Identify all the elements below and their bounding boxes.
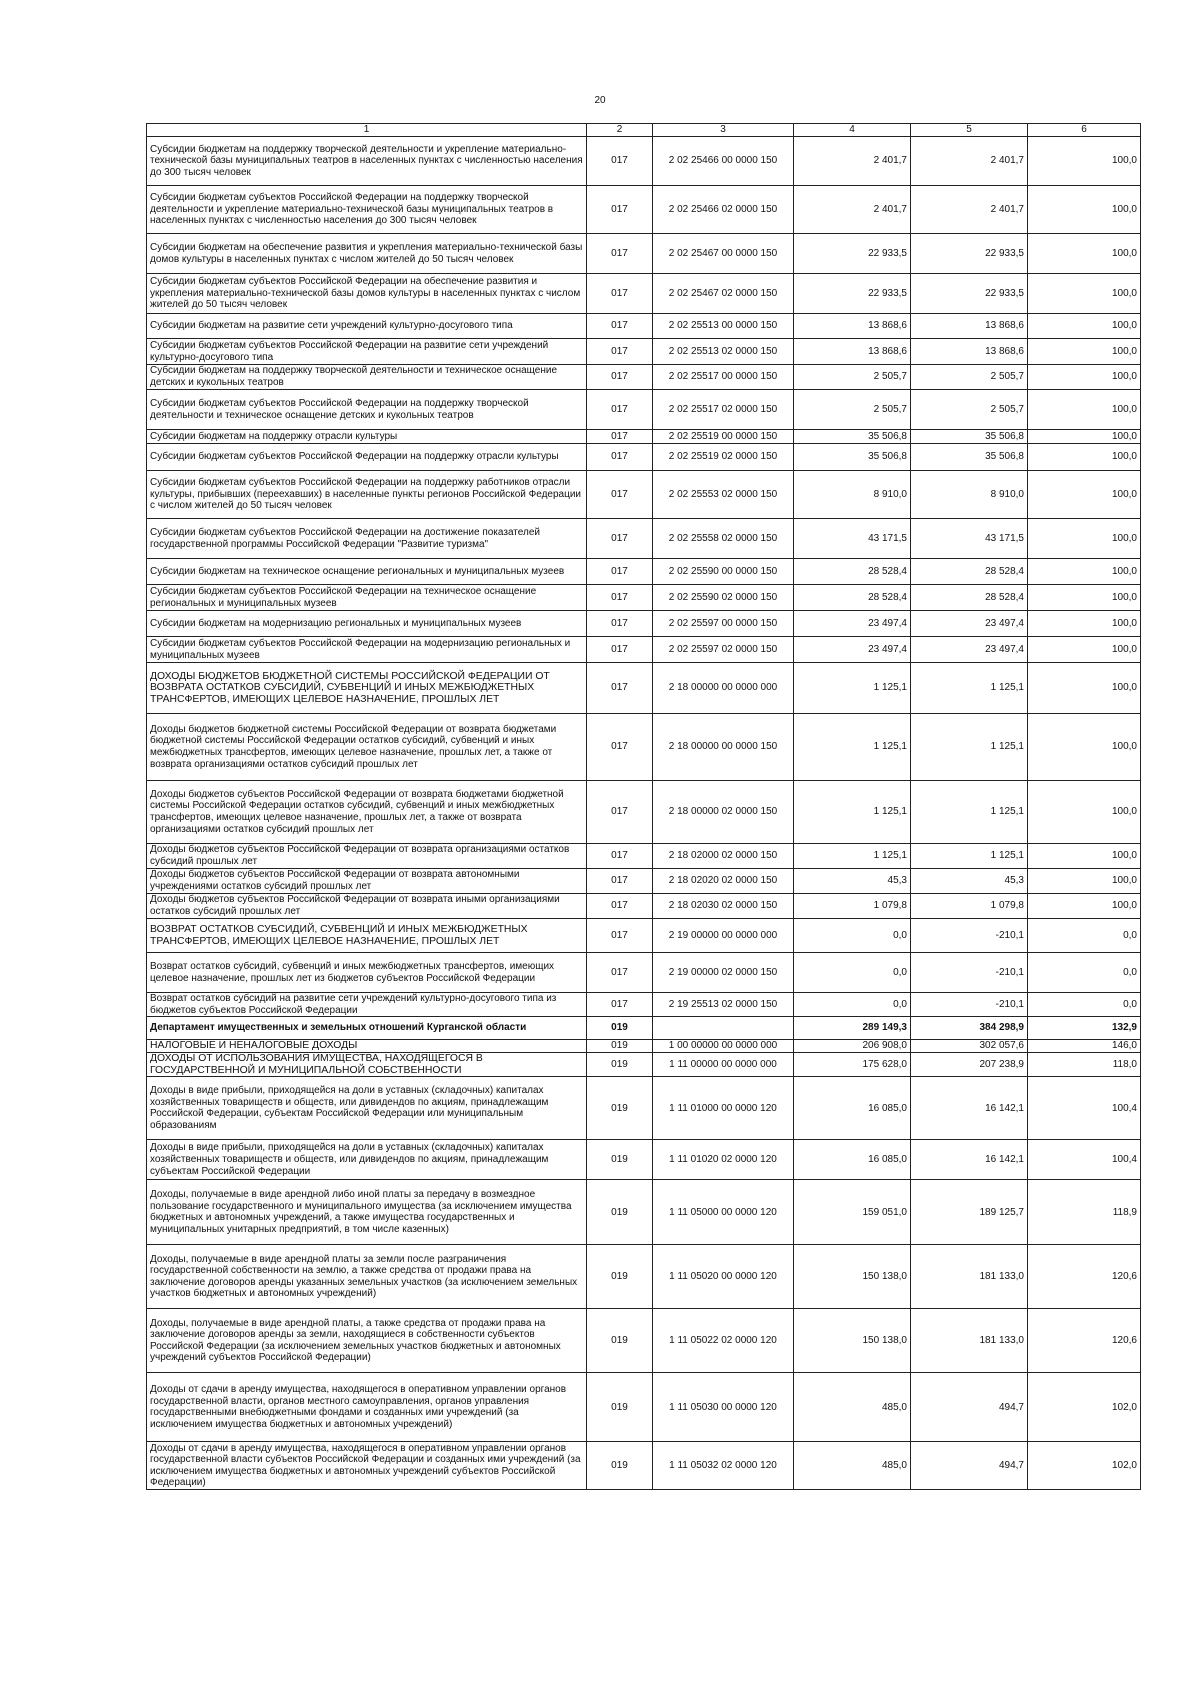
budget-classification-code: 2 02 25513 02 0000 150 bbox=[653, 339, 794, 365]
row-name: ДОХОДЫ ОТ ИСПОЛЬЗОВАНИЯ ИМУЩЕСТВА, НАХОДЯЩЕГОСЯ В ГОСУДАРСТВЕННОЙ И МУНИЦИПАЛЬНОЙ СОБСТВЕННОСТИ bbox=[147, 1053, 587, 1077]
actual-amount: 8 910,0 bbox=[911, 471, 1028, 519]
row-name: Субсидии бюджетам субъектов Российской Федерации на обеспечение развития и укрепления материально-технической базы домов культуры в населенных пунктах с числом жителей до 50 тысяч человек bbox=[147, 274, 587, 314]
actual-amount: 1 125,1 bbox=[911, 714, 1028, 781]
execution-percent: 100,0 bbox=[1028, 611, 1141, 637]
actual-amount: -210,1 bbox=[911, 919, 1028, 953]
execution-percent: 120,6 bbox=[1028, 1245, 1141, 1309]
budget-classification-code: 1 11 05000 00 0000 120 bbox=[653, 1180, 794, 1245]
planned-amount: 2 401,7 bbox=[794, 137, 911, 186]
admin-code: 017 bbox=[587, 390, 653, 430]
execution-percent: 132,9 bbox=[1028, 1017, 1141, 1040]
actual-amount: 1 125,1 bbox=[911, 663, 1028, 714]
actual-amount: 43 171,5 bbox=[911, 519, 1028, 559]
admin-code: 017 bbox=[587, 637, 653, 663]
actual-amount: 23 497,4 bbox=[911, 637, 1028, 663]
row-name: Субсидии бюджетам на поддержку творческой деятельности и укрепление материально-технической базы муниципальных театров в населенных пунктах с численностью населения до 300 тысяч человек bbox=[147, 137, 587, 186]
table-row bbox=[147, 234, 1141, 274]
planned-amount: 23 497,4 bbox=[794, 611, 911, 637]
budget-classification-code: 2 02 25467 02 0000 150 bbox=[653, 274, 794, 314]
planned-amount: 45,3 bbox=[794, 869, 911, 894]
planned-amount: 28 528,4 bbox=[794, 559, 911, 585]
budget-classification-code: 1 00 00000 00 0000 000 bbox=[653, 1040, 794, 1053]
admin-code: 017 bbox=[587, 137, 653, 186]
budget-classification-code: 1 11 00000 00 0000 000 bbox=[653, 1053, 794, 1077]
execution-percent: 100,0 bbox=[1028, 471, 1141, 519]
column-header: 6 bbox=[1028, 124, 1141, 137]
planned-amount: 150 138,0 bbox=[794, 1245, 911, 1309]
execution-percent: 100,0 bbox=[1028, 234, 1141, 274]
budget-classification-code: 2 18 02000 02 0000 150 bbox=[653, 844, 794, 869]
budget-classification-code: 1 11 01020 02 0000 120 bbox=[653, 1140, 794, 1180]
admin-code: 019 bbox=[587, 1040, 653, 1053]
actual-amount: 2 505,7 bbox=[911, 390, 1028, 430]
admin-code: 017 bbox=[587, 611, 653, 637]
planned-amount: 35 506,8 bbox=[794, 430, 911, 444]
execution-percent: 100,0 bbox=[1028, 444, 1141, 471]
planned-amount: 35 506,8 bbox=[794, 444, 911, 471]
row-name: Субсидии бюджетам субъектов Российской Федерации на поддержку работников отрасли культуры, прибывших (переехавших) в населенные пункты регионов Российской Федерации с числом жителей до 50 тысяч человек bbox=[147, 471, 587, 519]
column-header: 1 bbox=[147, 124, 587, 137]
row-name: Субсидии бюджетам субъектов Российской Федерации на поддержку творческой деятельности и укрепление материально-технической базы муниципальных театров в населенных пунктах с численностью населения до 300 тысяч человек bbox=[147, 186, 587, 234]
budget-classification-code: 2 18 00000 02 0000 150 bbox=[653, 781, 794, 844]
execution-percent: 100,0 bbox=[1028, 390, 1141, 430]
row-name: Субсидии бюджетам на техническое оснащение региональных и муниципальных музеев bbox=[147, 559, 587, 585]
actual-amount: 384 298,9 bbox=[911, 1017, 1028, 1040]
planned-amount: 16 085,0 bbox=[794, 1077, 911, 1140]
planned-amount: 0,0 bbox=[794, 953, 911, 993]
table-row bbox=[147, 1245, 1141, 1309]
budget-classification-code: 2 19 00000 02 0000 150 bbox=[653, 953, 794, 993]
admin-code: 017 bbox=[587, 234, 653, 274]
row-name: Возврат остатков субсидий, субвенций и иных межбюджетных трансфертов, имеющих целевое назначение, прошлых лет из бюджетов субъектов Российской Федерации bbox=[147, 953, 587, 993]
admin-code: 019 bbox=[587, 1077, 653, 1140]
budget-classification-code: 2 18 00000 00 0000 000 bbox=[653, 663, 794, 714]
actual-amount: 22 933,5 bbox=[911, 274, 1028, 314]
column-header: 4 bbox=[794, 124, 911, 137]
actual-amount: 302 057,6 bbox=[911, 1040, 1028, 1053]
column-header: 2 bbox=[587, 124, 653, 137]
budget-classification-code: 2 18 02030 02 0000 150 bbox=[653, 894, 794, 919]
row-name: Доходы бюджетов субъектов Российской Федерации от возврата бюджетами бюджетной системы Российской Федерации остатков субсидий, субвенций и иных межбюджетных трансфертов, имеющих целевое назначение, прошлых лет, а также от возврата организациями остатков субсидий прошлых лет bbox=[147, 781, 587, 844]
execution-percent: 100,0 bbox=[1028, 714, 1141, 781]
actual-amount: 16 142,1 bbox=[911, 1077, 1028, 1140]
execution-percent: 100,0 bbox=[1028, 781, 1141, 844]
admin-code: 017 bbox=[587, 365, 653, 390]
planned-amount: 150 138,0 bbox=[794, 1309, 911, 1373]
actual-amount: 28 528,4 bbox=[911, 559, 1028, 585]
budget-classification-code: 2 02 25517 00 0000 150 bbox=[653, 365, 794, 390]
row-name: Субсидии бюджетам субъектов Российской Федерации на достижение показателей государственной программы Российской Федерации "Развитие туризма" bbox=[147, 519, 587, 559]
table-row bbox=[147, 1040, 1141, 1053]
row-name: Доходы, получаемые в виде арендной либо иной платы за передачу в возмездное пользование государственного и муниципального имущества (за исключением имущества бюджетных и автономных учреждений, а также имущества государственных и муниципальных унитарных предприятий, в том числе казенных) bbox=[147, 1180, 587, 1245]
execution-percent: 100,0 bbox=[1028, 663, 1141, 714]
execution-percent: 100,0 bbox=[1028, 869, 1141, 894]
table-row bbox=[147, 1017, 1141, 1040]
budget-classification-code: 2 02 25467 00 0000 150 bbox=[653, 234, 794, 274]
row-name: Доходы бюджетов субъектов Российской Федерации от возврата организациями остатков субсидий прошлых лет bbox=[147, 844, 587, 869]
planned-amount: 485,0 bbox=[794, 1442, 911, 1490]
planned-amount: 206 908,0 bbox=[794, 1040, 911, 1053]
actual-amount: 2 401,7 bbox=[911, 137, 1028, 186]
row-name: Субсидии бюджетам на развитие сети учреждений культурно-досугового типа bbox=[147, 314, 587, 339]
budget-table bbox=[146, 123, 1141, 1490]
planned-amount: 13 868,6 bbox=[794, 314, 911, 339]
planned-amount: 1 125,1 bbox=[794, 844, 911, 869]
planned-amount: 2 505,7 bbox=[794, 390, 911, 430]
planned-amount: 1 125,1 bbox=[794, 663, 911, 714]
admin-code: 017 bbox=[587, 663, 653, 714]
table-row bbox=[147, 1442, 1141, 1490]
row-name: Субсидии бюджетам субъектов Российской Федерации на техническое оснащение региональных и муниципальных музеев bbox=[147, 585, 587, 611]
actual-amount: 1 079,8 bbox=[911, 894, 1028, 919]
table-row bbox=[147, 274, 1141, 314]
actual-amount: 13 868,6 bbox=[911, 314, 1028, 339]
planned-amount: 175 628,0 bbox=[794, 1053, 911, 1077]
planned-amount: 13 868,6 bbox=[794, 339, 911, 365]
budget-classification-code: 2 02 25513 00 0000 150 bbox=[653, 314, 794, 339]
row-name: Доходы, получаемые в виде арендной платы за земли после разграничения государственной собственности на землю, а также средства от продажи права на заключение договоров аренды указанных земельных участков (за исключением земельных участков бюджетных и автономных учреждений) bbox=[147, 1245, 587, 1309]
planned-amount: 2 401,7 bbox=[794, 186, 911, 234]
admin-code: 017 bbox=[587, 339, 653, 365]
actual-amount: 28 528,4 bbox=[911, 585, 1028, 611]
actual-amount: 35 506,8 bbox=[911, 430, 1028, 444]
admin-code: 017 bbox=[587, 314, 653, 339]
actual-amount: 181 133,0 bbox=[911, 1309, 1028, 1373]
execution-percent: 100,4 bbox=[1028, 1077, 1141, 1140]
admin-code: 019 bbox=[587, 1180, 653, 1245]
budget-classification-code: 2 02 25553 02 0000 150 bbox=[653, 471, 794, 519]
row-name: Субсидии бюджетам субъектов Российской Федерации на поддержку отрасли культуры bbox=[147, 444, 587, 471]
execution-percent: 100,0 bbox=[1028, 559, 1141, 585]
execution-percent: 100,0 bbox=[1028, 314, 1141, 339]
actual-amount: 181 133,0 bbox=[911, 1245, 1028, 1309]
planned-amount: 0,0 bbox=[794, 919, 911, 953]
row-name: Департамент имущественных и земельных отношений Курганской области bbox=[147, 1017, 587, 1040]
planned-amount: 22 933,5 bbox=[794, 234, 911, 274]
budget-classification-code: 2 02 25517 02 0000 150 bbox=[653, 390, 794, 430]
table-row bbox=[147, 714, 1141, 781]
actual-amount: -210,1 bbox=[911, 953, 1028, 993]
actual-amount: 2 401,7 bbox=[911, 186, 1028, 234]
budget-classification-code: 1 11 05032 02 0000 120 bbox=[653, 1442, 794, 1490]
row-name: Субсидии бюджетам субъектов Российской Федерации на развитие сети учреждений культурно-досугового типа bbox=[147, 339, 587, 365]
budget-classification-code: 2 19 25513 02 0000 150 bbox=[653, 993, 794, 1017]
column-header: 5 bbox=[911, 124, 1028, 137]
column-number-row bbox=[147, 124, 1141, 137]
planned-amount: 28 528,4 bbox=[794, 585, 911, 611]
budget-classification-code: 1 11 05030 00 0000 120 bbox=[653, 1373, 794, 1442]
budget-classification-code: 2 19 00000 00 0000 000 bbox=[653, 919, 794, 953]
admin-code: 019 bbox=[587, 1053, 653, 1077]
row-name: Субсидии бюджетам на обеспечение развития и укрепления материально-технической базы домов культуры в населенных пунктах с числом жителей до 50 тысяч человек bbox=[147, 234, 587, 274]
planned-amount: 1 125,1 bbox=[794, 714, 911, 781]
admin-code: 017 bbox=[587, 186, 653, 234]
table-row bbox=[147, 663, 1141, 714]
row-name: Субсидии бюджетам на модернизацию региональных и муниципальных музеев bbox=[147, 611, 587, 637]
row-name: Доходы бюджетов субъектов Российской Федерации от возврата иными организациями остатков субсидий прошлых лет bbox=[147, 894, 587, 919]
admin-code: 019 bbox=[587, 1245, 653, 1309]
actual-amount: 22 933,5 bbox=[911, 234, 1028, 274]
row-name: Доходы, получаемые в виде арендной платы, а также средства от продажи права на заключение договоров аренды за земли, находящиеся в собственности субъектов Российской Федерации (за исключением земельных участков бюджетных и автономных учреждений субъектов Российской Федерации) bbox=[147, 1309, 587, 1373]
table-row bbox=[147, 1180, 1141, 1245]
row-name: Субсидии бюджетам субъектов Российской Федерации на поддержку творческой деятельности и техническое оснащение детских и кукольных театров bbox=[147, 390, 587, 430]
budget-classification-code: 2 02 25590 02 0000 150 bbox=[653, 585, 794, 611]
budget-classification-code bbox=[653, 1017, 794, 1040]
row-name: Доходы бюджетов бюджетной системы Российской Федерации от возврата бюджетами бюджетной системы Российской Федерации остатков субсидий, субвенций и иных межбюджетных трансфертов, имеющих целевое назначение, прошлых лет, а также от возврата организациями остатков субсидий прошлых лет bbox=[147, 714, 587, 781]
row-name: ДОХОДЫ БЮДЖЕТОВ БЮДЖЕТНОЙ СИСТЕМЫ РОССИЙСКОЙ ФЕДЕРАЦИИ ОТ ВОЗВРАТА ОСТАТКОВ СУБСИДИЙ, СУБВЕНЦИЙ И ИНЫХ МЕЖБЮДЖЕТНЫХ ТРАНСФЕРТОВ, ИМЕЮЩИХ ЦЕЛЕВОЕ НАЗНАЧЕНИЕ, ПРОШЛЫХ ЛЕТ bbox=[147, 663, 587, 714]
admin-code: 017 bbox=[587, 894, 653, 919]
table-row bbox=[147, 365, 1141, 390]
table-row bbox=[147, 444, 1141, 471]
table-row bbox=[147, 519, 1141, 559]
execution-percent: 100,0 bbox=[1028, 894, 1141, 919]
actual-amount: 2 505,7 bbox=[911, 365, 1028, 390]
table-row bbox=[147, 781, 1141, 844]
planned-amount: 23 497,4 bbox=[794, 637, 911, 663]
column-header: 3 bbox=[653, 124, 794, 137]
admin-code: 017 bbox=[587, 993, 653, 1017]
table-row bbox=[147, 637, 1141, 663]
row-name: Субсидии бюджетам на поддержку отрасли культуры bbox=[147, 430, 587, 444]
actual-amount: 189 125,7 bbox=[911, 1180, 1028, 1245]
actual-amount: 16 142,1 bbox=[911, 1140, 1028, 1180]
planned-amount: 43 171,5 bbox=[794, 519, 911, 559]
budget-classification-code: 1 11 01000 00 0000 120 bbox=[653, 1077, 794, 1140]
execution-percent: 102,0 bbox=[1028, 1442, 1141, 1490]
admin-code: 017 bbox=[587, 585, 653, 611]
admin-code: 017 bbox=[587, 953, 653, 993]
row-name: Субсидии бюджетам на поддержку творческой деятельности и техническое оснащение детских и кукольных театров bbox=[147, 365, 587, 390]
row-name: Доходы от сдачи в аренду имущества, находящегося в оперативном управлении органов государственной власти, органов местного самоуправления, органов управления государственными внебюджетными фондами и созданных ими учреждений (за исключением имущества бюджетных и автономных учреждений) bbox=[147, 1373, 587, 1442]
actual-amount: 35 506,8 bbox=[911, 444, 1028, 471]
table-row bbox=[147, 869, 1141, 894]
table-row bbox=[147, 1140, 1141, 1180]
table-row bbox=[147, 186, 1141, 234]
execution-percent: 0,0 bbox=[1028, 953, 1141, 993]
actual-amount: 494,7 bbox=[911, 1442, 1028, 1490]
row-name: Доходы в виде прибыли, приходящейся на доли в уставных (складочных) капиталах хозяйственных товариществ и обществ, или дивидендов по акциям, принадлежащим Российской Федерации, субъектам Российской Федерации или муниципальным образованиям bbox=[147, 1077, 587, 1140]
table-row bbox=[147, 1077, 1141, 1140]
execution-percent: 100,0 bbox=[1028, 585, 1141, 611]
budget-classification-code: 2 02 25597 02 0000 150 bbox=[653, 637, 794, 663]
table-row bbox=[147, 314, 1141, 339]
execution-percent: 118,0 bbox=[1028, 1053, 1141, 1077]
row-name: Доходы бюджетов субъектов Российской Федерации от возврата автономными учреждениями остатков субсидий прошлых лет bbox=[147, 869, 587, 894]
planned-amount: 485,0 bbox=[794, 1373, 911, 1442]
budget-classification-code: 1 11 05020 00 0000 120 bbox=[653, 1245, 794, 1309]
admin-code: 017 bbox=[587, 844, 653, 869]
row-name: Доходы от сдачи в аренду имущества, находящегося в оперативном управлении органов государственной власти субъектов Российской Федерации и созданных ими учреждений (за исключением имущества бюджетных и автономных учреждений субъектов Российской Федерации) bbox=[147, 1442, 587, 1490]
table-row bbox=[147, 585, 1141, 611]
admin-code: 017 bbox=[587, 869, 653, 894]
table-row bbox=[147, 1309, 1141, 1373]
budget-classification-code: 1 11 05022 02 0000 120 bbox=[653, 1309, 794, 1373]
table-row bbox=[147, 894, 1141, 919]
execution-percent: 102,0 bbox=[1028, 1373, 1141, 1442]
planned-amount: 289 149,3 bbox=[794, 1017, 911, 1040]
planned-amount: 1 125,1 bbox=[794, 781, 911, 844]
budget-classification-code: 2 18 00000 00 0000 150 bbox=[653, 714, 794, 781]
execution-percent: 120,6 bbox=[1028, 1309, 1141, 1373]
execution-percent: 100,0 bbox=[1028, 339, 1141, 365]
execution-percent: 100,4 bbox=[1028, 1140, 1141, 1180]
table-row bbox=[147, 430, 1141, 444]
budget-classification-code: 2 02 25558 02 0000 150 bbox=[653, 519, 794, 559]
admin-code: 019 bbox=[587, 1017, 653, 1040]
row-name: ВОЗВРАТ ОСТАТКОВ СУБСИДИЙ, СУБВЕНЦИЙ И ИНЫХ МЕЖБЮДЖЕТНЫХ ТРАНСФЕРТОВ, ИМЕЮЩИХ ЦЕЛЕВОЕ НАЗНАЧЕНИЕ, ПРОШЛЫХ ЛЕТ bbox=[147, 919, 587, 953]
table-row bbox=[147, 919, 1141, 953]
row-name: Субсидии бюджетам субъектов Российской Федерации на модернизацию региональных и муниципальных музеев bbox=[147, 637, 587, 663]
table-row bbox=[147, 953, 1141, 993]
admin-code: 017 bbox=[587, 559, 653, 585]
table-row bbox=[147, 137, 1141, 186]
admin-code: 017 bbox=[587, 430, 653, 444]
table-row bbox=[147, 390, 1141, 430]
planned-amount: 159 051,0 bbox=[794, 1180, 911, 1245]
planned-amount: 2 505,7 bbox=[794, 365, 911, 390]
execution-percent: 100,0 bbox=[1028, 186, 1141, 234]
budget-classification-code: 2 02 25519 00 0000 150 bbox=[653, 430, 794, 444]
page-number: 20 bbox=[594, 95, 606, 106]
execution-percent: 100,0 bbox=[1028, 137, 1141, 186]
budget-classification-code: 2 18 02020 02 0000 150 bbox=[653, 869, 794, 894]
actual-amount: 494,7 bbox=[911, 1373, 1028, 1442]
execution-percent: 100,0 bbox=[1028, 274, 1141, 314]
actual-amount: 1 125,1 bbox=[911, 844, 1028, 869]
actual-amount: 13 868,6 bbox=[911, 339, 1028, 365]
planned-amount: 1 079,8 bbox=[794, 894, 911, 919]
admin-code: 017 bbox=[587, 274, 653, 314]
execution-percent: 100,0 bbox=[1028, 637, 1141, 663]
budget-classification-code: 2 02 25519 02 0000 150 bbox=[653, 444, 794, 471]
admin-code: 017 bbox=[587, 781, 653, 844]
admin-code: 019 bbox=[587, 1140, 653, 1180]
actual-amount: 23 497,4 bbox=[911, 611, 1028, 637]
actual-amount: 45,3 bbox=[911, 869, 1028, 894]
execution-percent: 0,0 bbox=[1028, 993, 1141, 1017]
table-row bbox=[147, 1373, 1141, 1442]
planned-amount: 8 910,0 bbox=[794, 471, 911, 519]
planned-amount: 16 085,0 bbox=[794, 1140, 911, 1180]
execution-percent: 146,0 bbox=[1028, 1040, 1141, 1053]
execution-percent: 100,0 bbox=[1028, 365, 1141, 390]
table-row bbox=[147, 844, 1141, 869]
actual-amount: 1 125,1 bbox=[911, 781, 1028, 844]
planned-amount: 22 933,5 bbox=[794, 274, 911, 314]
table-row bbox=[147, 471, 1141, 519]
execution-percent: 0,0 bbox=[1028, 919, 1141, 953]
admin-code: 019 bbox=[587, 1442, 653, 1490]
budget-classification-code: 2 02 25466 00 0000 150 bbox=[653, 137, 794, 186]
table-row bbox=[147, 339, 1141, 365]
row-name: Возврат остатков субсидий на развитие сети учреждений культурно-досугового типа из бюджетов субъектов Российской Федерации bbox=[147, 993, 587, 1017]
execution-percent: 100,0 bbox=[1028, 519, 1141, 559]
table-row bbox=[147, 993, 1141, 1017]
planned-amount: 0,0 bbox=[794, 993, 911, 1017]
admin-code: 019 bbox=[587, 1309, 653, 1373]
admin-code: 019 bbox=[587, 1373, 653, 1442]
table-row bbox=[147, 611, 1141, 637]
execution-percent: 118,9 bbox=[1028, 1180, 1141, 1245]
table-row bbox=[147, 559, 1141, 585]
actual-amount: -210,1 bbox=[911, 993, 1028, 1017]
admin-code: 017 bbox=[587, 919, 653, 953]
budget-classification-code: 2 02 25597 00 0000 150 bbox=[653, 611, 794, 637]
admin-code: 017 bbox=[587, 519, 653, 559]
execution-percent: 100,0 bbox=[1028, 430, 1141, 444]
row-name: Доходы в виде прибыли, приходящейся на доли в уставных (складочных) капиталах хозяйственных товариществ и обществ, или дивидендов по акциям, принадлежащим субъектам Российской Федерации bbox=[147, 1140, 587, 1180]
admin-code: 017 bbox=[587, 471, 653, 519]
actual-amount: 207 238,9 bbox=[911, 1053, 1028, 1077]
budget-classification-code: 2 02 25590 00 0000 150 bbox=[653, 559, 794, 585]
budget-classification-code: 2 02 25466 02 0000 150 bbox=[653, 186, 794, 234]
admin-code: 017 bbox=[587, 714, 653, 781]
execution-percent: 100,0 bbox=[1028, 844, 1141, 869]
table-row bbox=[147, 1053, 1141, 1077]
admin-code: 017 bbox=[587, 444, 653, 471]
row-name: НАЛОГОВЫЕ И НЕНАЛОГОВЫЕ ДОХОДЫ bbox=[147, 1040, 587, 1053]
